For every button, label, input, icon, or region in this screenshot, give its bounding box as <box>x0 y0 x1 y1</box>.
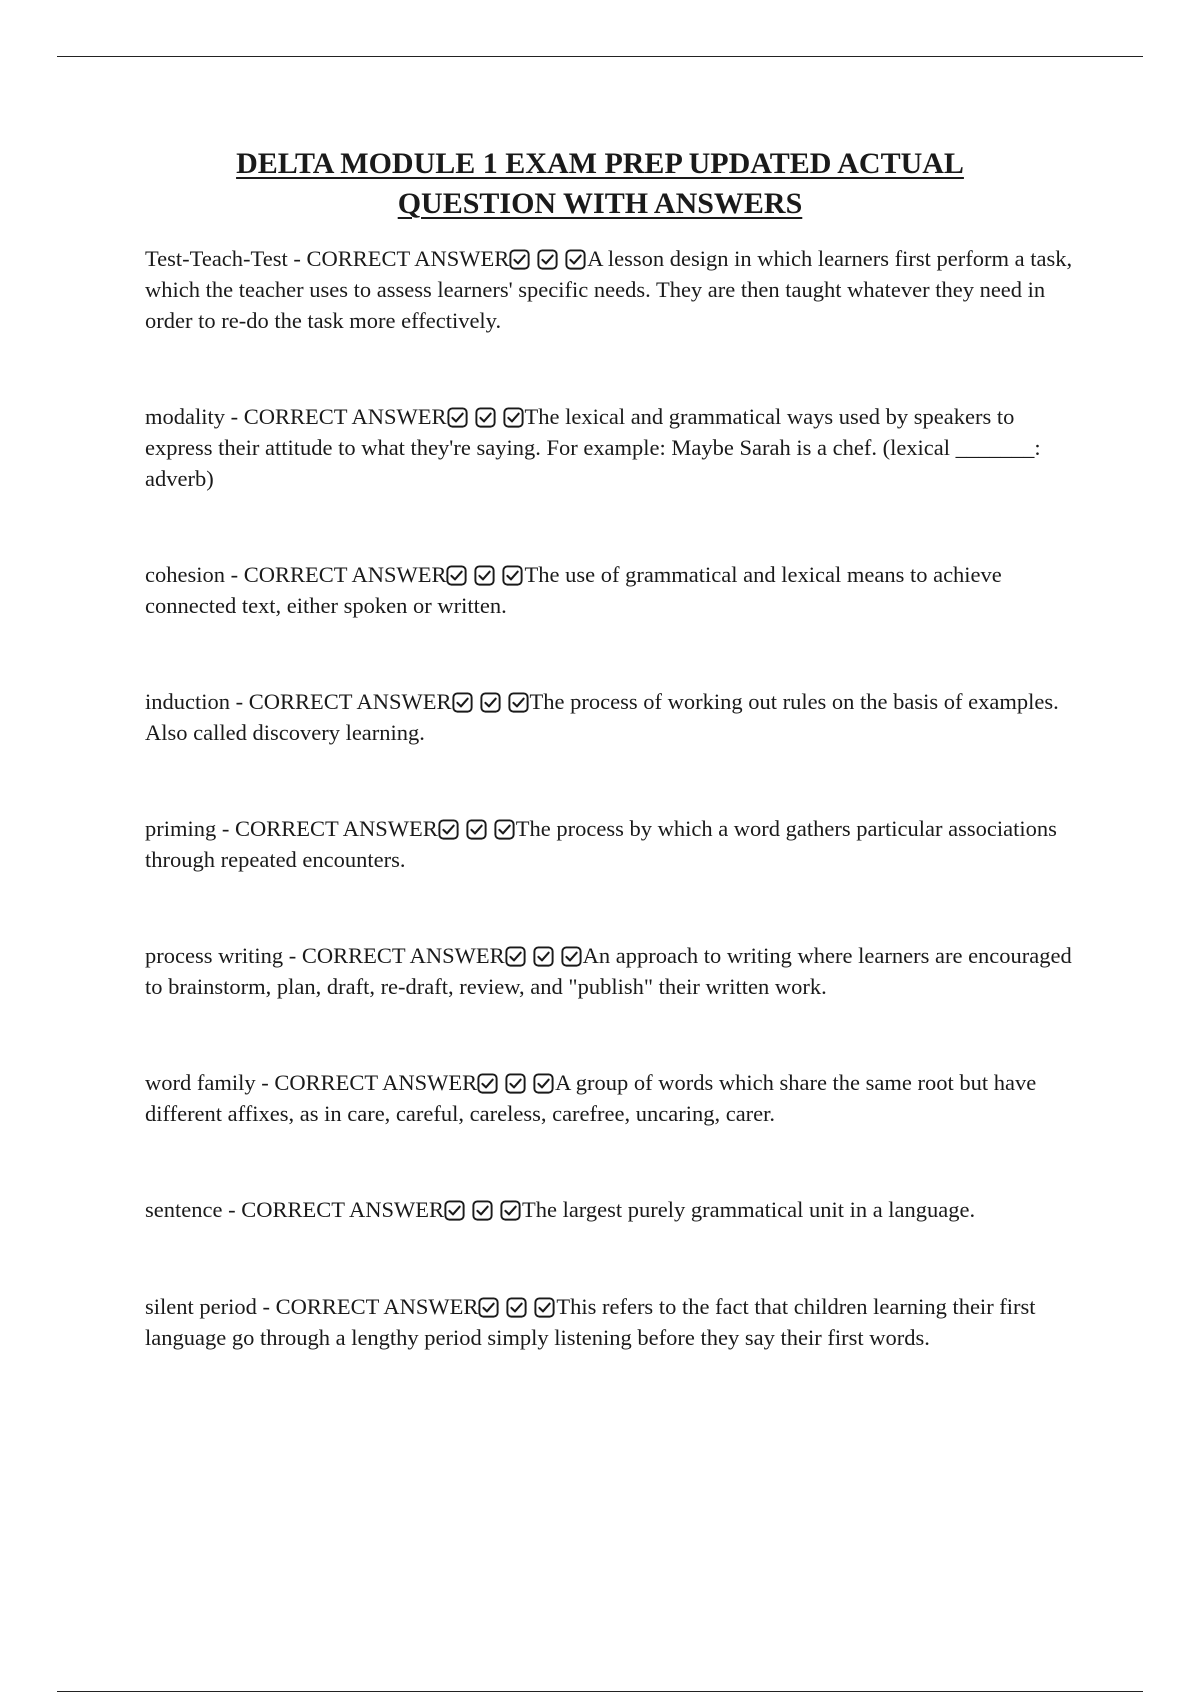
qa-definition: The use of grammatical and lexical means to achieve connected text, either spoken or written. <box>145 562 1002 618</box>
checkbox-checked-icon <box>466 819 487 840</box>
checkbox-checked-icon <box>480 692 501 713</box>
check-icon-group <box>452 692 529 713</box>
checkbox-checked-icon <box>474 565 495 586</box>
qa-item-induction: induction - CORRECT ANSWER The process of working out rules on the basis of examples. Also called discovery learning. <box>145 689 1059 745</box>
qa-definition: The process by which a word gathers particular associations through repeated encounters. <box>145 816 1057 872</box>
qa-definition: A lesson design in which learners first perform a task, which the teacher uses to assess learners' specific needs. They are then taught whatever they need in order to re-do the task more effectively. <box>145 246 1073 333</box>
check-icon-group <box>478 1297 555 1318</box>
checkbox-checked-icon <box>452 692 473 713</box>
qa-item-silent-period: silent period - CORRECT ANSWER This refers to the fact that children learning their first language go through a lengthy period simply listening before they say their first words. <box>145 1294 1036 1350</box>
checkbox-checked-icon <box>505 1073 526 1094</box>
qa-term: silent period <box>145 1294 257 1319</box>
answer-marker: CORRECT ANSWER <box>243 404 447 429</box>
checkbox-checked-icon <box>478 1297 499 1318</box>
checkbox-checked-icon <box>534 1297 555 1318</box>
checkbox-checked-icon <box>500 1200 521 1221</box>
title-line-2: QUESTION WITH ANSWERS <box>397 187 803 220</box>
checkbox-checked-icon <box>477 1073 498 1094</box>
page-bottom-rule <box>57 1691 1143 1692</box>
answer-marker: CORRECT ANSWER <box>274 1070 478 1095</box>
check-icon-group <box>438 819 515 840</box>
page-top-rule <box>57 56 1143 57</box>
check-icon-group <box>444 1200 521 1221</box>
answer-marker: CORRECT ANSWER <box>243 562 447 587</box>
checkbox-checked-icon <box>565 249 586 270</box>
checkbox-checked-icon <box>438 819 459 840</box>
answer-marker: CORRECT ANSWER <box>248 689 452 714</box>
answer-marker: CORRECT ANSWER <box>235 816 438 841</box>
qa-term: process writing <box>145 943 284 968</box>
checkbox-checked-icon <box>503 407 524 428</box>
checkbox-checked-icon <box>472 1200 493 1221</box>
document-title <box>100 144 1100 224</box>
qa-term: priming <box>145 816 217 841</box>
check-icon-group <box>446 565 523 586</box>
qa-term: cohesion <box>145 562 225 587</box>
checkbox-checked-icon <box>475 407 496 428</box>
qa-term: Test-Teach-Test <box>145 246 288 271</box>
checkbox-checked-icon <box>537 249 558 270</box>
qa-term: sentence <box>145 1197 223 1222</box>
qa-item-cohesion: cohesion - CORRECT ANSWER The use of grammatical and lexical means to achieve connected text, either spoken or written. <box>145 562 1002 618</box>
checkbox-checked-icon <box>533 946 554 967</box>
checkbox-checked-icon <box>533 1073 554 1094</box>
check-icon-group <box>477 1073 554 1094</box>
answer-marker: CORRECT ANSWER <box>301 943 505 968</box>
qa-item-test-teach-test: Test-Teach-Test - CORRECT ANSWER A lesson design in which learners first perform a task, which the teacher uses to assess learners' specific needs. They are then taught whatever they need in order to re-do the task more effectively. <box>145 246 1073 333</box>
qa-definition: A group of words which share the same root but have different affixes, as in care, careful, careless, carefree, uncaring, carer. <box>145 1070 1037 1126</box>
qa-item-process-writing: process writing - CORRECT ANSWER An approach to writing where learners are encouraged to brainstorm, plan, draft, re-draft, review, and "publish" their written work. <box>145 943 1072 999</box>
check-icon-group <box>447 407 524 428</box>
qa-definition: This refers to the fact that children learning their first language go through a lengthy period simply listening before they say their first words. <box>145 1294 1036 1350</box>
checkbox-checked-icon <box>506 1297 527 1318</box>
qa-definition: The lexical and grammatical ways used by speakers to express their attitude to what they're saying. For example: Maybe Sarah is a chef. (lexical _______: adverb) <box>145 404 1041 491</box>
qa-item-priming: priming - CORRECT ANSWER The process by which a word gathers particular associations through repeated encounters. <box>145 816 1057 872</box>
answer-marker: CORRECT ANSWER <box>241 1197 444 1222</box>
qa-definition: An approach to writing where learners are encouraged to brainstorm, plan, draft, re-draft, review, and "publish" their written work. <box>145 943 1072 999</box>
title-line-1: DELTA MODULE 1 EXAM PREP UPDATED ACTUAL <box>236 147 964 180</box>
qa-term: induction <box>145 689 230 714</box>
checkbox-checked-icon <box>446 565 467 586</box>
qa-term: modality <box>145 404 225 429</box>
qa-term: word family <box>145 1070 256 1095</box>
checkbox-checked-icon <box>447 407 468 428</box>
answer-marker: CORRECT ANSWER <box>306 246 510 271</box>
check-icon-group <box>505 946 582 967</box>
checkbox-checked-icon <box>508 692 529 713</box>
qa-definition: The process of working out rules on the basis of examples. Also called discovery learning. <box>145 689 1059 745</box>
answer-marker: CORRECT ANSWER <box>275 1294 479 1319</box>
checkbox-checked-icon <box>505 946 526 967</box>
checkbox-checked-icon <box>509 249 530 270</box>
checkbox-checked-icon <box>494 819 515 840</box>
checkbox-checked-icon <box>561 946 582 967</box>
check-icon-group <box>509 249 586 270</box>
qa-definition: The largest purely grammatical unit in a language. <box>521 1197 976 1222</box>
checkbox-checked-icon <box>502 565 523 586</box>
qa-item-sentence: sentence - CORRECT ANSWER The largest purely grammatical unit in a language. <box>145 1197 976 1222</box>
checkbox-checked-icon <box>444 1200 465 1221</box>
qa-item-word-family: word family - CORRECT ANSWER A group of words which share the same root but have different affixes, as in care, careful, careless, carefree, uncaring, carer. <box>145 1070 1037 1126</box>
qa-item-modality: modality - CORRECT ANSWER The lexical and grammatical ways used by speakers to express their attitude to what they're saying. For example: Maybe Sarah is a chef. (lexical _______: adverb) <box>145 404 1041 491</box>
